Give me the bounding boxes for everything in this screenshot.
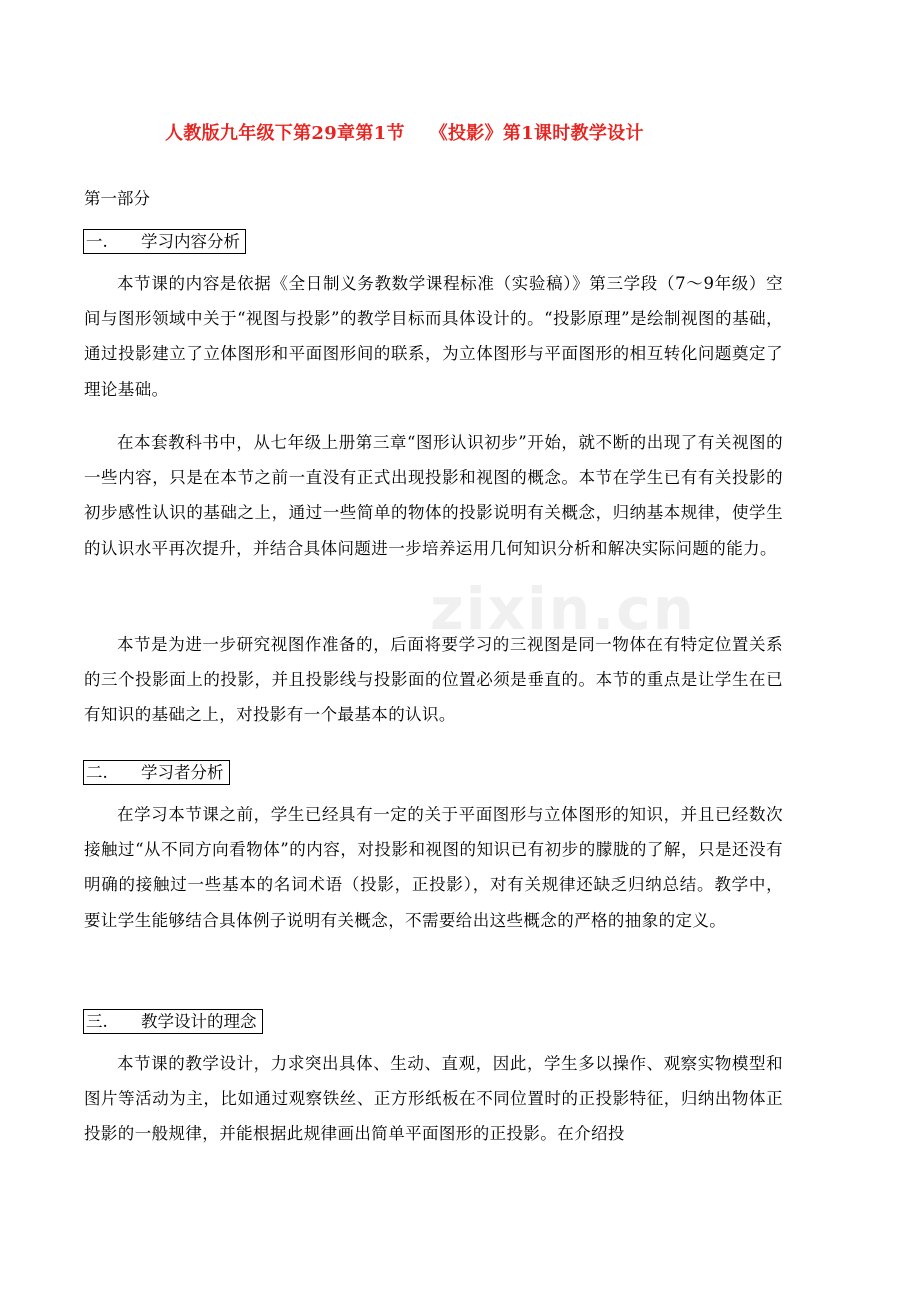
watermark: zixin.cn — [430, 575, 696, 643]
section-title-1: 学习内容分析 — [141, 232, 240, 251]
section-1-paragraph-2: 在本套教科书中，从七年级上册第三章“图形认识初步”开始，就不断的出现了有关视图的一些内容，只是在本节之前一直没有正式出现投影和视图的概念。本节在学生已有有关投影的初步感性认识的基础之上，通过一些简单的物体的投影说明有关概念，归纳基本规律，使学生的认识水平再次提升，并结合具体问题进一步培养运用几何知识分析和解决实际问题的能力。 — [84, 433, 783, 558]
section-number-2: 二. — [86, 763, 108, 782]
section-title-3: 教学设计的理念 — [141, 1012, 257, 1031]
section-number-1: 一. — [86, 232, 108, 251]
section-3-paragraph-1: 本节课的教学设计，力求突出具体、生动、直观，因此，学生多以操作、观察实物模型和图片等活动为主，比如通过观察铁丝、正方形纸板在不同位置时的正投影特征，归纳出物体正投影的一般规律，并能根据此规律画出简单平面图形的正投影。在介绍投 — [84, 1054, 783, 1144]
section-heading-1 — [83, 229, 246, 254]
section-number-3: 三. — [86, 1012, 108, 1031]
section-2-paragraph-1: 在学习本节课之前，学生已经具有一定的关于平面图形与立体图形的知识，并且已经数次接触过“从不同方向看物体”的内容，对投影和视图的知识已有初步的朦胧的了解，只是还没有明确的接触过一些基本的名词术语（投影，正投影），对有关规律还缺乏归纳总结。教学中，要让学生能够结合具体例子说明有关概念，不需要给出这些概念的严格的抽象的定义。 — [84, 805, 783, 930]
document-title: 人教版九年级下第29章第1节 《投影》第1课时教学设计 — [165, 123, 644, 144]
section-1-paragraph-1: 本节课的内容是依据《全日制义务教数学课程标准（实验稿）》第三学段（7～9年级）空间与图形领域中关于“视图与投影”的教学目标而具体设计的。“投影原理”是绘制视图的基础，通过投影建立了立体图形和平面图形间的联系，为立体图形与平面图形的相互转化问题奠定了理论基础。 — [84, 274, 783, 399]
section-1-paragraph-3: 本节是为进一步研究视图作准备的，后面将要学习的三视图是同一物体在有特定位置关系的三个投影面上的投影，并且投影线与投影面的位置必须是垂直的。本节的重点是让学生在已有知识的基础之上，对投影有一个最基本的认识。 — [84, 635, 783, 725]
section-title-2: 学习者分析 — [141, 763, 224, 782]
section-heading-3 — [83, 1009, 263, 1034]
part-label: 第一部分 — [84, 189, 150, 208]
section-heading-2 — [83, 760, 230, 785]
